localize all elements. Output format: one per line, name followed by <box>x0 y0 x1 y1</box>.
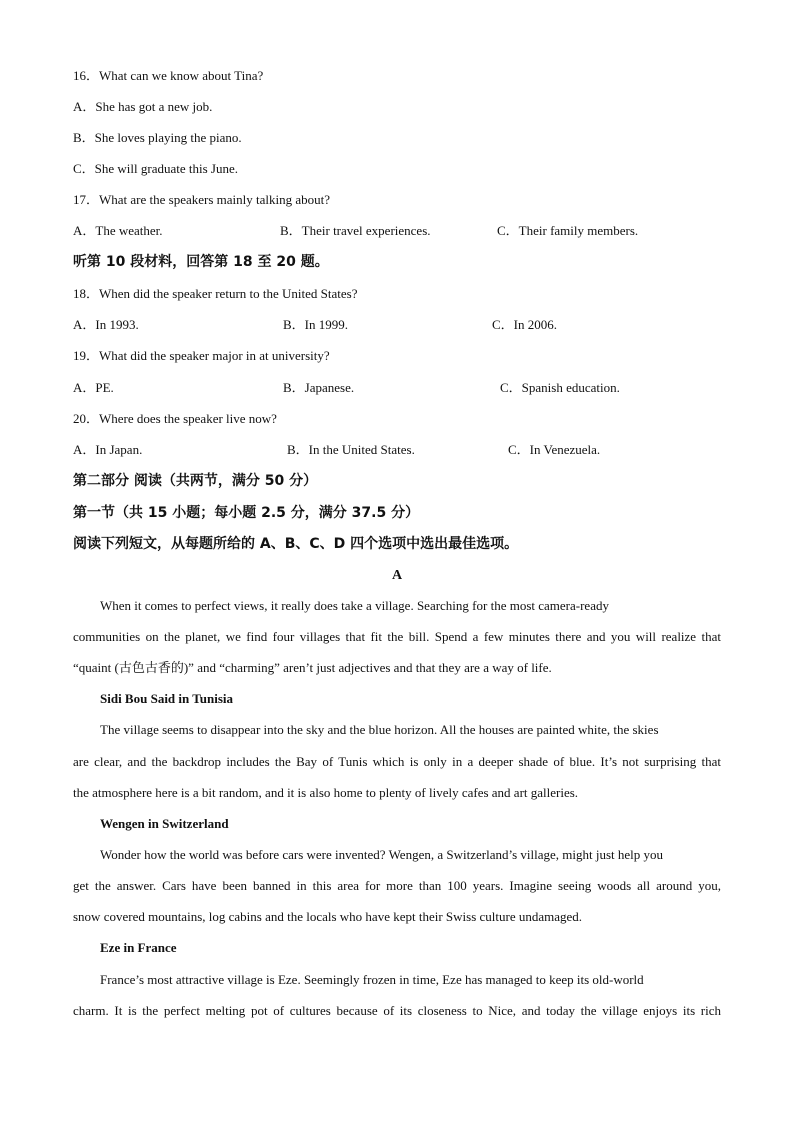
q16-stem: 16．What can we know about Tina? <box>73 68 264 83</box>
q19-stem: 19．What did the speaker major in at university? <box>73 348 330 363</box>
passage-label: A <box>391 568 403 583</box>
sidi-line-3: the atmosphere here is a bit random, and it is also home to plenty of lively cafes and art galleries. <box>73 785 579 800</box>
eze-heading: Eze in France <box>100 940 177 955</box>
q18-option-c: C．In 2006. <box>492 317 558 332</box>
wengen-heading: Wengen in Switzerland <box>100 816 229 831</box>
sidi-line-1: The village seems to disappear into the sky and the blue horizon. All the houses are painted white, the skies <box>100 722 659 737</box>
q20-stem: 20．Where does the speaker live now? <box>73 411 277 426</box>
intro-line-2: communities on the planet, we find four villages that fit the bill. Spend a few minutes there and you will realize that <box>73 629 721 644</box>
eze-line-1: France’s most attractive village is Eze. Seemingly frozen in time, Eze has managed to keep its old-world <box>100 972 644 987</box>
q18-stem: 18．When did the speaker return to the United States? <box>73 286 358 301</box>
wengen-line-3: snow covered mountains, log cabins and the locals who have kept their Swiss culture undamaged. <box>73 909 583 924</box>
wengen-line-1: Wonder how the world was before cars were invented? Wengen, a Switzerland’s village, might just help you <box>100 847 664 862</box>
sidi-heading: Sidi Bou Said in Tunisia <box>100 691 233 706</box>
q20-option-a: A．In Japan. <box>73 442 143 457</box>
sidi-line-2: are clear, and the backdrop includes the Bay of Tunis which is only in a deeper shade of blue. It’s not surprising that <box>73 754 721 769</box>
q18-option-b: B．In 1999. <box>283 317 349 332</box>
q18-option-a: A．In 1993. <box>73 317 139 332</box>
q16-option-c: C．She will graduate this June. <box>73 161 239 176</box>
q17-option-c: C．Their family members. <box>497 223 639 238</box>
q17-option-b: B．Their travel experiences. <box>280 223 431 238</box>
q16-option-b: B．She loves playing the piano. <box>73 130 242 145</box>
q19-option-a: A．PE. <box>73 380 114 395</box>
section-10-heading: 听第 10 段材料，回答第 18 至 20 题。 <box>73 254 329 270</box>
intro-line-1: When it comes to perfect views, it really does take a village. Searching for the most camera-ready <box>100 598 609 613</box>
q16-option-a: A．She has got a new job. <box>73 99 213 114</box>
q20-option-c: C．In Venezuela. <box>508 442 601 457</box>
reading-instruction: 阅读下列短文，从每题所给的 A、B、C、D 四个选项中选出最佳选项。 <box>73 536 519 552</box>
section-one-title: 第一节（共 15 小题；每小题 2.5 分，满分 37.5 分） <box>73 505 420 521</box>
q20-option-b: B．In the United States. <box>287 442 415 457</box>
q17-option-a: A．The weather. <box>73 223 163 238</box>
part-two-title: 第二部分 阅读（共两节，满分 50 分） <box>73 473 318 489</box>
wengen-line-2: get the answer. Cars have been banned in this area for more than 100 years. Imagine seeing woods all around you, <box>73 878 721 893</box>
eze-line-2: charm. It is the perfect melting pot of cultures because of its closeness to Nice, and today the village enjoys its rich <box>73 1003 721 1018</box>
q19-option-b: B．Japanese. <box>283 380 355 395</box>
q19-option-c: C．Spanish education. <box>500 380 620 395</box>
intro-line-3: “quaint (古色古香的)” and “charming” aren’t just adjectives and that they are a way of life. <box>73 660 552 675</box>
q17-stem: 17．What are the speakers mainly talking about? <box>73 192 331 207</box>
